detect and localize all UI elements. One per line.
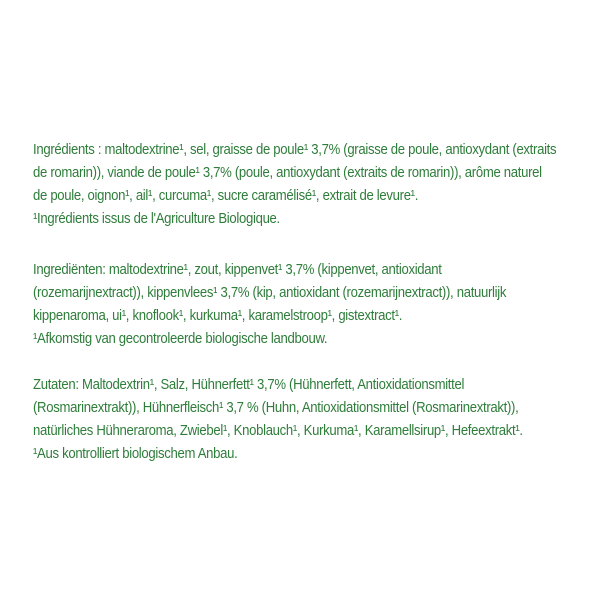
text-line: de poule, oignon¹, ail¹, curcuma¹, sucre caramélisé¹, extrait de levure¹.: [33, 188, 419, 204]
text-line: Zutaten: Maltodextrin¹, Salz, Hühnerfett¹ 3,7% (Hühnerfett, Antioxidationsmittel: [33, 377, 465, 393]
ingredients-dutch: [33, 259, 578, 351]
text-line: Ingrédients : maltodextrine¹, sel, graisse de poule¹ 3,7% (graisse de poule, antioxydant (extraits: [33, 142, 557, 158]
text-line: (Rosmarinextrakt)), Hühnerfleisch¹ 3,7 % (Huhn, Antioxidationsmittel (Rosmarinextrakt)),: [33, 400, 519, 416]
text-line: natürliches Hühneraroma, Zwiebel¹, Knoblauch¹, Kurkuma¹, Karamellsirup¹, Hefeextrakt¹.: [33, 423, 523, 439]
ingredients-german: [33, 374, 578, 466]
footnote-line: ¹Afkomstig van gecontroleerde biologische landbouw.: [33, 331, 328, 347]
text-line: (rozemarijnextract)), kippenvlees¹ 3,7% (kip, antioxidant (rozemarijnextract)), natuurlijk: [33, 285, 507, 301]
footnote-line: ¹Aus kontrolliert biologischem Anbau.: [33, 446, 238, 462]
text-line: de romarin)), viande de poule¹ 3,7% (poule, antioxydant (extraits de romarin)), arôme naturel: [33, 165, 542, 181]
text-line: kippenaroma, ui¹, knoflook¹, kurkuma¹, karamelstroop¹, gistextract¹.: [33, 308, 403, 324]
footnote-line: ¹Ingrédients issus de l'Agriculture Biologique.: [33, 211, 280, 227]
text-line: Ingrediënten: maltodextrine¹, zout, kippenvet¹ 3,7% (kippenvet, antioxidant: [33, 262, 442, 278]
ingredients-french: [33, 139, 578, 231]
